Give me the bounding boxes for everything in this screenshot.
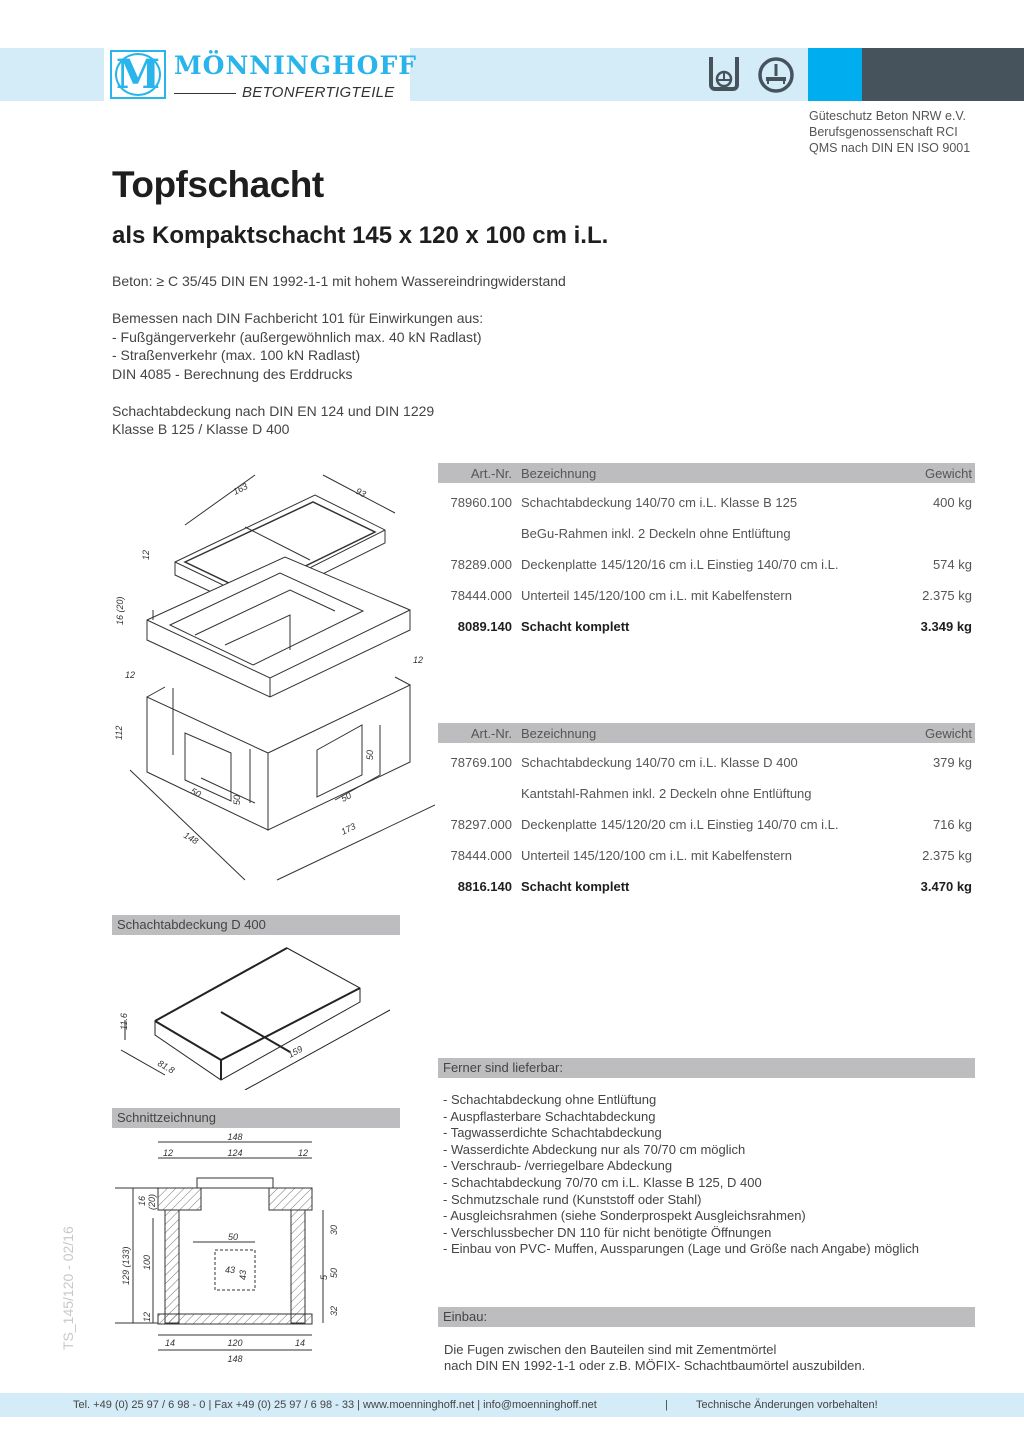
certification-item: Güteschutz Beton NRW e.V. — [809, 109, 967, 123]
installation-line: nach DIN EN 1992-1-1 oder z.B. MÖFIX- Schachtbaumörtel auszubilden. — [444, 1358, 866, 1373]
load-test-icon — [756, 55, 796, 95]
certifications — [809, 108, 970, 156]
cell-art: 78960.100 — [450, 495, 512, 510]
cell-desc: Unterteil 145/120/100 cm i.L. mit Kabelfenstern — [521, 848, 792, 863]
cell-desc: Deckenplatte 145/120/16 cm i.L Einstieg 140/70 cm i.L. — [521, 557, 839, 572]
cell-weight: 379 kg — [932, 755, 972, 770]
footer — [0, 1393, 1024, 1417]
header-dark-block — [862, 48, 1024, 101]
dim-label: 12 — [142, 1311, 152, 1322]
cell-weight: 3.470 kg — [920, 879, 972, 894]
cell-art: 8816.140 — [457, 879, 512, 894]
section-bar-installation: Einbau: — [438, 1307, 975, 1327]
design-item: DIN 4085 - Berechnung des Erddrucks — [112, 365, 353, 382]
page-title: Topfschacht — [112, 164, 324, 205]
footer-disclaimer: Technische Änderungen vorbehalten! — [696, 1399, 878, 1411]
dim-label: 163 — [231, 481, 250, 497]
brand-divider — [174, 93, 236, 94]
dim-label: 148 — [182, 830, 201, 847]
cover-standard: Schachtabdeckung nach DIN EN 124 und DIN 1229 — [112, 402, 435, 419]
installation-line: Die Fugen zwischen den Bauteilen sind mit Zementmörtel — [444, 1342, 777, 1357]
table-row — [438, 778, 975, 809]
dim-label: 50 — [329, 1267, 339, 1278]
dim-label: 16 — [137, 1195, 147, 1206]
col-art-nr: Art.-Nr. — [470, 465, 512, 481]
list-item: - Verschlussbecher DN 110 für nicht benötigte Öffnungen — [443, 1224, 772, 1240]
dim-label: 159 — [286, 1043, 305, 1060]
intro-text — [112, 272, 566, 439]
dim-label: 112 — [114, 725, 124, 740]
section-bar-section-drawing: Schnittzeichnung — [112, 1108, 400, 1128]
dim-label: 16 (20) — [115, 596, 125, 625]
dim-label: 50 — [189, 785, 203, 800]
dim-label: 173 — [339, 821, 358, 837]
table-row — [438, 580, 975, 611]
cell-desc: Schacht komplett — [521, 619, 630, 634]
cell-desc: Kantstahl-Rahmen inkl. 2 Deckeln ohne Entlüftung — [521, 786, 812, 801]
also-available-list — [443, 1092, 919, 1258]
table-row — [438, 747, 975, 778]
list-item: - Verschraub- /verriegelbare Abdeckung — [443, 1158, 673, 1174]
table-row — [438, 549, 975, 580]
dim-label: 129 (133) — [121, 1246, 131, 1285]
cell-art: 78769.100 — [450, 755, 512, 770]
cover-d400-drawing — [105, 940, 405, 1090]
dim-label: 93 — [354, 485, 368, 500]
dim-label: 124 — [227, 1148, 243, 1158]
cell-desc: Unterteil 145/120/100 cm i.L. mit Kabelfenstern — [521, 588, 792, 603]
brand-name: MÖNNINGHOFF — [174, 51, 417, 80]
dim-label: (20) — [147, 1193, 157, 1210]
table-header — [438, 723, 975, 743]
dim-label: 12 — [298, 1148, 309, 1158]
cell-weight: 400 kg — [932, 495, 972, 510]
section-bar-also-available: Ferner sind lieferbar: — [438, 1058, 975, 1078]
cell-weight: 716 kg — [932, 817, 972, 832]
dim-label: 32 — [329, 1305, 339, 1316]
dim-label: 120 — [227, 1338, 243, 1348]
cell-art: 78289.000 — [450, 557, 512, 572]
cell-desc: Schachtabdeckung 140/70 cm i.L. Klasse D 400 — [521, 755, 798, 770]
certification-item: QMS nach DIN EN ISO 9001 — [809, 141, 971, 155]
dim-label: 14 — [165, 1338, 176, 1348]
dim-label: 50 — [365, 749, 375, 760]
concrete-spec: Beton: ≥ C 35/45 DIN EN 1992-1-1 mit hohem Wassereindringwiderstand — [112, 273, 566, 289]
list-item: - Ausgleichsrahmen (siehe Sonderprospekt Ausgleichsrahmen) — [443, 1208, 806, 1224]
table-total-row — [438, 871, 975, 902]
cell-art: 78444.000 — [450, 848, 512, 863]
parts-table-b125 — [438, 463, 975, 642]
quality-seal-icon — [704, 55, 744, 95]
table-row — [438, 809, 975, 840]
dim-label: 43 — [238, 1269, 248, 1280]
brand-subtitle: BETONFERTIGTEILE — [242, 84, 395, 101]
col-gewicht: Gewicht — [925, 465, 972, 481]
cell-weight: 3.349 kg — [920, 619, 972, 634]
list-item: - Schachtabdeckung 70/70 cm i.L. Klasse B 125, D 400 — [443, 1174, 762, 1190]
dim-label: 12 — [163, 1148, 174, 1158]
design-item: - Fußgängerverkehr (außergewöhnlich max. 40 kN Radlast) — [112, 328, 482, 345]
list-item: - Tagwasserdichte Schachtabdeckung — [443, 1125, 662, 1141]
list-item: - Schachtabdeckung ohne Entlüftung — [443, 1092, 657, 1107]
dim-label: 12 — [125, 670, 136, 680]
footer-contact: Tel. +49 (0) 25 97 / 6 98 - 0 | Fax +49 (0) 25 97 / 6 98 - 33 | www.moenninghoff.net | info@moenninghoff.net — [73, 1399, 597, 1411]
section-bar-cover-d400: Schachtabdeckung D 400 — [112, 915, 400, 935]
table-row — [438, 840, 975, 871]
logo-letter: M — [115, 51, 161, 98]
dim-label: 30 — [329, 1224, 339, 1235]
dim-label: 148 — [227, 1132, 243, 1142]
dim-label: 50 — [232, 794, 242, 805]
dim-label: 12 — [141, 549, 151, 560]
dim-label: 43 — [224, 1265, 236, 1275]
cell-desc: Schacht komplett — [521, 879, 630, 894]
logo-mark — [110, 50, 166, 99]
table-header — [438, 463, 975, 483]
cell-art: 8089.140 — [457, 619, 512, 634]
cover-classes: Klasse B 125 / Klasse D 400 — [112, 421, 290, 437]
dim-label: 50 — [339, 790, 353, 804]
cell-desc: Deckenplatte 145/120/20 cm i.L Einstieg 140/70 cm i.L. — [521, 817, 839, 832]
header-accent-block — [808, 48, 862, 101]
cell-art: 78297.000 — [450, 817, 512, 832]
design-heading: Bemessen nach DIN Fachbericht 101 für Einwirkungen aus: — [112, 310, 484, 326]
col-bezeichnung: Bezeichnung — [521, 465, 597, 481]
col-art-nr: Art.-Nr. — [470, 725, 512, 741]
col-bezeichnung: Bezeichnung — [521, 725, 597, 741]
list-item: - Schmutzschale rund (Kunststoff oder Stahl) — [443, 1191, 702, 1207]
dim-label: 100 — [142, 1254, 152, 1270]
dim-label: 12 — [413, 655, 424, 665]
section-drawing — [115, 1130, 365, 1380]
page-subtitle: als Kompaktschacht 145 x 120 x 100 cm i.L. — [112, 222, 609, 249]
installation-text — [444, 1342, 865, 1374]
dim-label: 148 — [227, 1354, 243, 1364]
document-code: TS_145/120 - 02/16 — [60, 1226, 76, 1350]
certification-item: Berufsgenossenschaft RCI — [809, 125, 958, 139]
cell-weight: 574 kg — [932, 557, 972, 572]
dim-label: 81.8 — [156, 1058, 177, 1076]
cell-desc: BeGu-Rahmen inkl. 2 Deckeln ohne Entlüftung — [521, 526, 791, 541]
col-gewicht: Gewicht — [925, 725, 972, 741]
design-item: - Straßenverkehr (max. 100 kN Radlast) — [112, 347, 361, 363]
table-row — [438, 518, 975, 549]
dim-label: 5 — [319, 1274, 329, 1280]
cell-weight: 2.375 kg — [922, 588, 972, 603]
exploded-iso-drawing — [105, 465, 435, 885]
cell-art: 78444.000 — [450, 588, 512, 603]
table-total-row — [438, 611, 975, 642]
list-item: - Einbau von PVC- Muffen, Aussparungen (Lage und Größe nach Angabe) möglich — [443, 1241, 919, 1257]
parts-table-d400 — [438, 723, 975, 902]
cell-weight: 2.375 kg — [922, 848, 972, 863]
table-row — [438, 487, 975, 518]
list-item: - Auspflasterbare Schachtabdeckung — [443, 1108, 656, 1124]
cell-desc: Schachtabdeckung 140/70 cm i.L. Klasse B 125 — [521, 495, 798, 510]
list-item: - Wasserdichte Abdeckung nur als 70/70 cm möglich — [443, 1141, 746, 1157]
footer-separator: | — [665, 1399, 668, 1411]
dim-label: 50 — [227, 1232, 239, 1242]
dim-label: 11.6 — [119, 1013, 129, 1030]
dim-label: 14 — [295, 1338, 306, 1348]
